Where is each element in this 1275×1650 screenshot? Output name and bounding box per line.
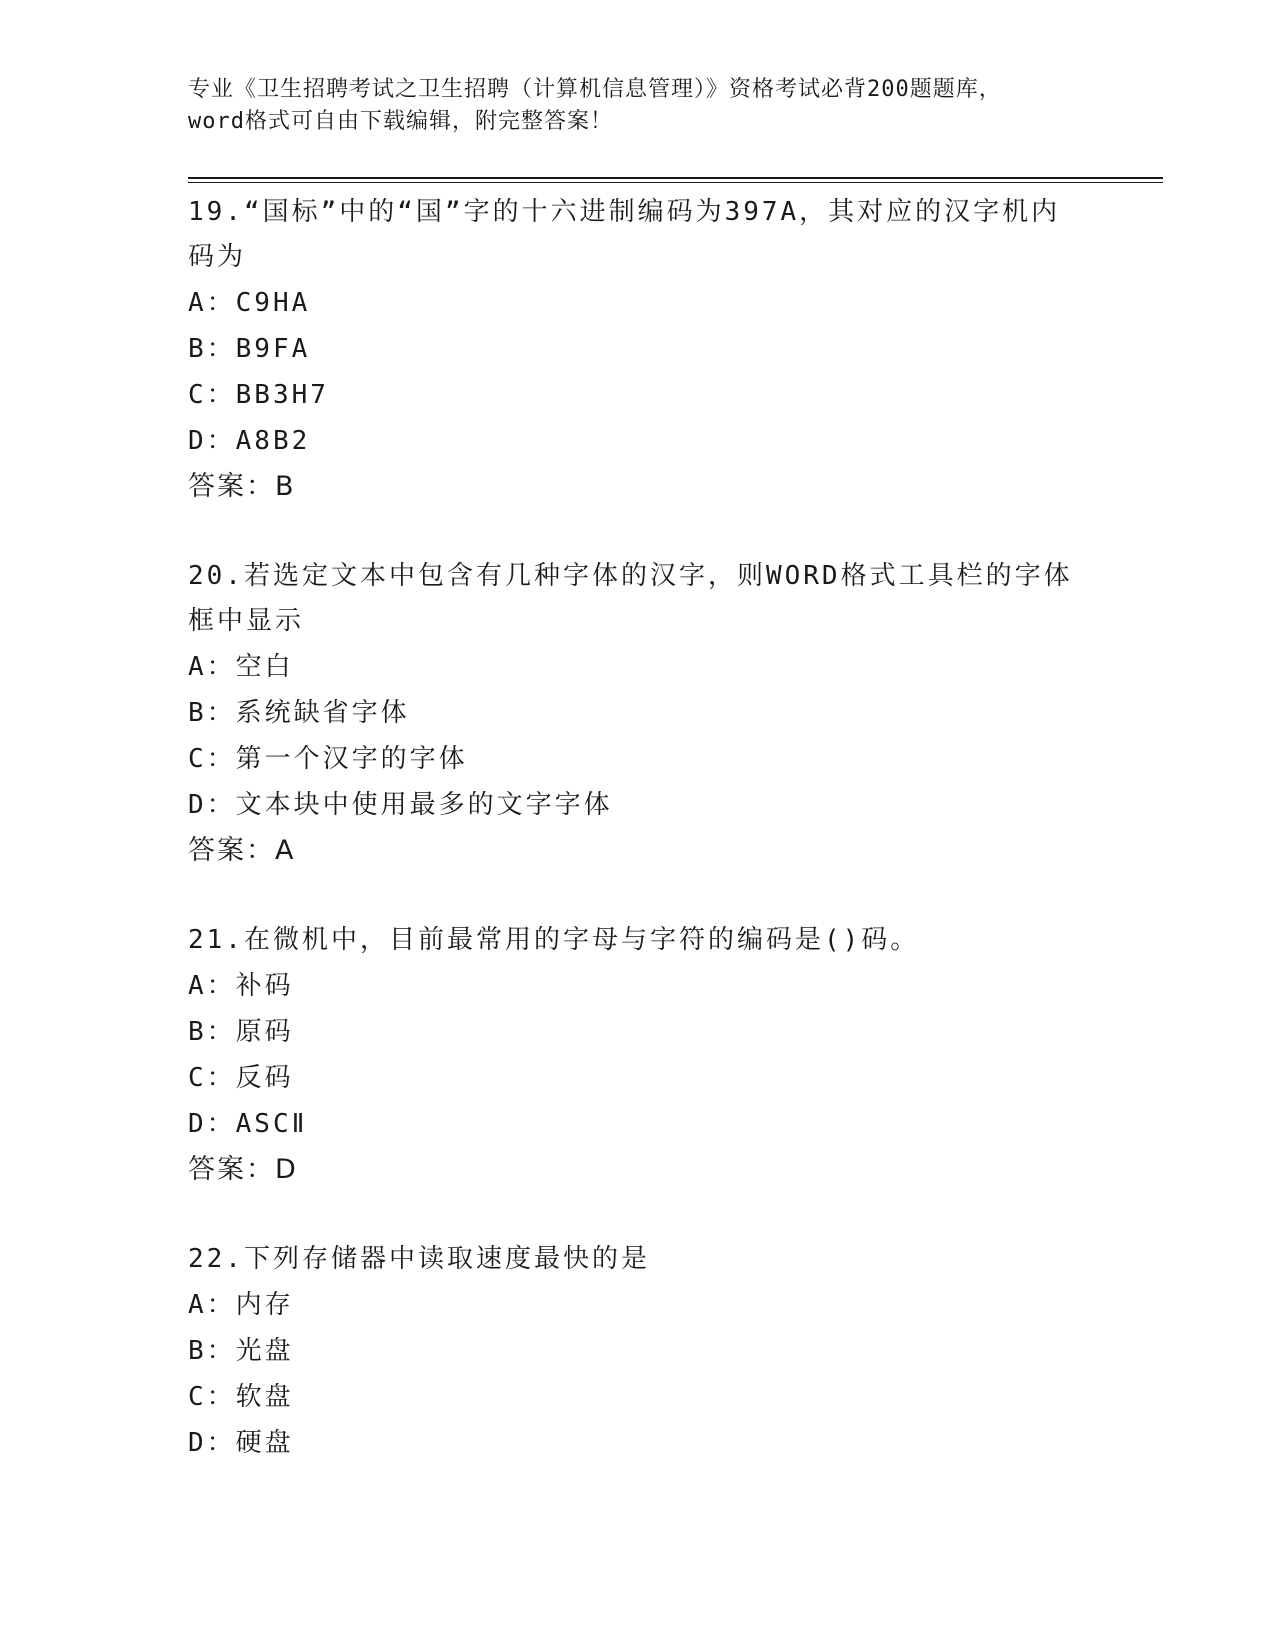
- option-d: D：硬盘: [188, 1428, 294, 1458]
- option-b: B：B9FA: [188, 334, 311, 364]
- option-c: C：软盘: [188, 1382, 294, 1412]
- answer-line: 答案：B: [188, 471, 296, 502]
- question-list: [188, 190, 1088, 1510]
- answer-line: 答案：A: [188, 835, 296, 866]
- question-20: [188, 554, 1088, 874]
- question-text: 20.若选定文本中包含有几种字体的汉字，则WORD格式工具栏的字体框中显示: [188, 561, 1073, 636]
- header-line-2: word格式可自由下载编辑，附完整答案！: [188, 109, 613, 134]
- question-text: 21.在微机中，目前最常用的字母与字符的编码是()码。: [188, 925, 920, 955]
- answer-line: 答案：D: [188, 1154, 298, 1185]
- option-d: D：A8B2: [188, 426, 311, 456]
- option-a: A：空白: [188, 652, 294, 682]
- question-21: [188, 918, 1088, 1193]
- question-text: 19.“国标”中的“国”字的十六进制编码为397A，其对应的汉字机内码为: [188, 197, 1061, 272]
- option-a: A：内存: [188, 1290, 294, 1320]
- header-line-1: 专业《卫生招聘考试之卫生招聘（计算机信息管理）》资格考试必背200题题库，: [188, 77, 1002, 102]
- option-d: D：ASCⅡ: [188, 1109, 308, 1139]
- option-b: B：原码: [188, 1017, 294, 1047]
- option-c: C：BB3H7: [188, 380, 329, 410]
- question-text: 22.下列存储器中读取速度最快的是: [188, 1244, 650, 1274]
- header-divider-thick: [188, 177, 1163, 179]
- option-b: B：系统缺省字体: [188, 698, 410, 728]
- option-a: A：补码: [188, 971, 294, 1001]
- option-a: A：C9HA: [188, 288, 311, 318]
- question-19: [188, 190, 1088, 510]
- option-d: D：文本块中使用最多的文字字体: [188, 790, 613, 820]
- option-c: C：第一个汉字的字体: [188, 744, 468, 774]
- question-22: [188, 1237, 1088, 1466]
- header-divider-thin: [188, 182, 1163, 183]
- option-c: C：反码: [188, 1063, 294, 1093]
- document-header: [188, 74, 1088, 138]
- option-b: B：光盘: [188, 1336, 294, 1366]
